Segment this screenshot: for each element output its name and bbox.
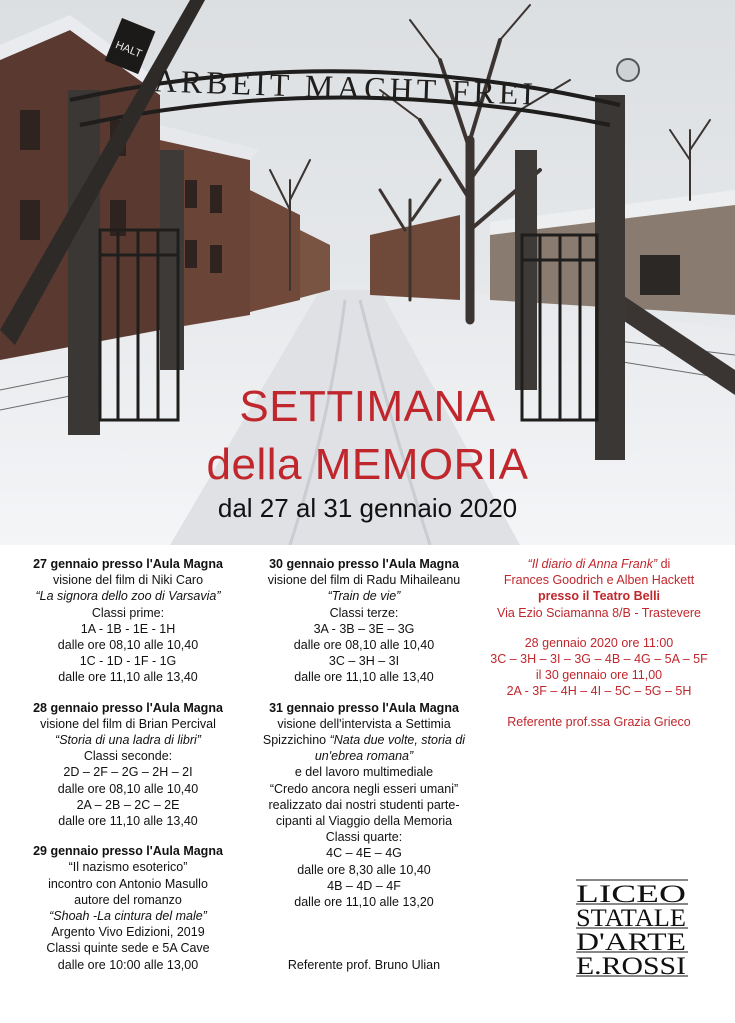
event-line: Spizzichino (262, 733, 330, 748)
event-line: e del lavoro multimediale (294, 765, 434, 780)
event-28-jan (2, 700, 254, 830)
logo-line-4: E.ROSSI (576, 953, 686, 979)
logo-line-3: D'ARTE (576, 929, 686, 956)
theatre-schedule (468, 635, 730, 700)
event-line: dalle ore 08,10 alle 10,40 (57, 638, 199, 653)
referente-ulian: Referente prof. Bruno Ulian (287, 958, 441, 972)
event-31-jan (238, 700, 490, 911)
schedule-line: 3C – 3H – 3I – 3G – 4B – 4G – 5A – 5F (490, 652, 708, 667)
event-heading: 28 gennaio presso l'Aula Magna (33, 700, 223, 715)
event-line: “Credo ancora negli esseri umani” (269, 781, 459, 796)
title-line-1: SETTIMANA (239, 382, 496, 431)
event-line: dalle ore 11,10 alle 13,40 (58, 670, 198, 685)
event-line: dalle ore 8,30 alle 10,40 (297, 862, 431, 877)
play-authors: Frances Goodrich e Alben Hackett (503, 573, 695, 588)
event-heading: 27 gennaio presso l'Aula Magna (33, 557, 223, 571)
interview-title: “Nata due volte, storia di (329, 733, 466, 748)
book-title: “Shoah -La cintura del male” (49, 909, 207, 924)
logo-line-2: STATALE (576, 905, 686, 932)
event-line: dalle ore 08,10 alle 10,40 (57, 781, 199, 796)
event-line: 4B – 4D – 4F (327, 878, 401, 893)
event-line-mixed (238, 732, 490, 748)
logo-line-1: LICEO (576, 881, 686, 908)
event-line: realizzato dai nostri studenti parte- (268, 797, 460, 812)
event-29-jan (2, 843, 254, 973)
event-line: dalle ore 11,10 alle 13,40 (58, 814, 198, 829)
event-line: visione del film di Niki Caro (52, 573, 204, 588)
gate-sign-text: ARBEIT MACHT FREI (153, 62, 538, 112)
event-line: Argento Vivo Edizioni, 2019 (51, 925, 205, 940)
film-title: “Storia di una ladra di libri” (55, 733, 201, 748)
halt-sign-text: HALT (113, 39, 144, 61)
venue: presso il Teatro Belli (537, 589, 661, 604)
event-line: visione dell'intervista a Settimia (277, 716, 451, 731)
event-30-jan (238, 556, 490, 686)
film-title: “La signora dello zoo di Varsavia” (35, 589, 221, 604)
event-line: Classi terze: (329, 605, 399, 620)
event-heading: 31 gennaio presso l'Aula Magna (269, 700, 459, 715)
theatre-column (468, 556, 730, 730)
event-line: visione del film di Radu Mihaileanu (267, 573, 461, 588)
referente-grieco: Referente prof.ssa Grazia Grieco (507, 714, 691, 729)
event-line: 4C – 4E – 4G (326, 846, 402, 861)
event-line: Classi quinte sede e 5A Cave (46, 941, 210, 956)
play-line (468, 556, 730, 572)
event-line: dalle ore 11,10 alle 13,20 (294, 895, 434, 910)
play-line-tail: di (657, 557, 671, 571)
event-line: cipanti al Viaggio della Memoria (275, 814, 453, 829)
schedule-line: il 30 gennaio ore 11,00 (535, 668, 663, 683)
interview-title: un'ebrea romana” (314, 749, 414, 764)
event-27-jan (2, 556, 254, 686)
event-line: 1C - 1D - 1F - 1G (79, 654, 177, 669)
event-dates: dal 27 al 31 gennaio 2020 (217, 493, 518, 523)
title-line-2: della MEMORIA (206, 440, 529, 489)
theatre-info (468, 556, 730, 621)
event-heading: 30 gennaio presso l'Aula Magna (269, 557, 459, 571)
schedule-column-2 (238, 556, 490, 924)
schedule-line: 28 gennaio 2020 ore 11:00 (524, 635, 674, 650)
schedule-column-1 (2, 556, 254, 987)
schedule-line: 2A - 3F – 4H – 4I – 5C – 5G – 5H (506, 684, 692, 699)
film-title: “Train de vie” (327, 589, 401, 604)
event-line: Classi prime: (91, 605, 165, 620)
event-line: visione del film di Brian Percival (40, 716, 216, 731)
event-line: 3A - 3B – 3E – 3G (313, 621, 415, 636)
event-line: autore del romanzo (74, 892, 182, 907)
school-logo (576, 879, 688, 984)
event-line: dalle ore 10:00 alle 13,00 (57, 957, 199, 972)
event-line: “Il nazismo esoterico” (68, 860, 188, 875)
event-heading: 29 gennaio presso l'Aula Magna (33, 844, 223, 859)
event-line: 2A – 2B – 2C – 2E (76, 797, 180, 812)
event-line: 2D – 2F – 2G – 2H – 2I (63, 765, 193, 780)
event-line: incontro con Antonio Masullo (48, 876, 208, 891)
event-line: Classi seconde: (83, 749, 173, 764)
event-line: 1A - 1B - 1E - 1H (80, 621, 176, 636)
event-line: dalle ore 11,10 alle 13,40 (294, 670, 434, 685)
event-line: Classi quarte: (325, 830, 403, 845)
venue-address: Via Ezio Sciamanna 8/B - Trastevere (496, 605, 702, 620)
event-line: dalle ore 08,10 alle 10,40 (293, 638, 435, 653)
play-title: “Il diario di Anna Frank” (527, 557, 658, 571)
event-line: 3C – 3H – 3I (328, 654, 400, 669)
